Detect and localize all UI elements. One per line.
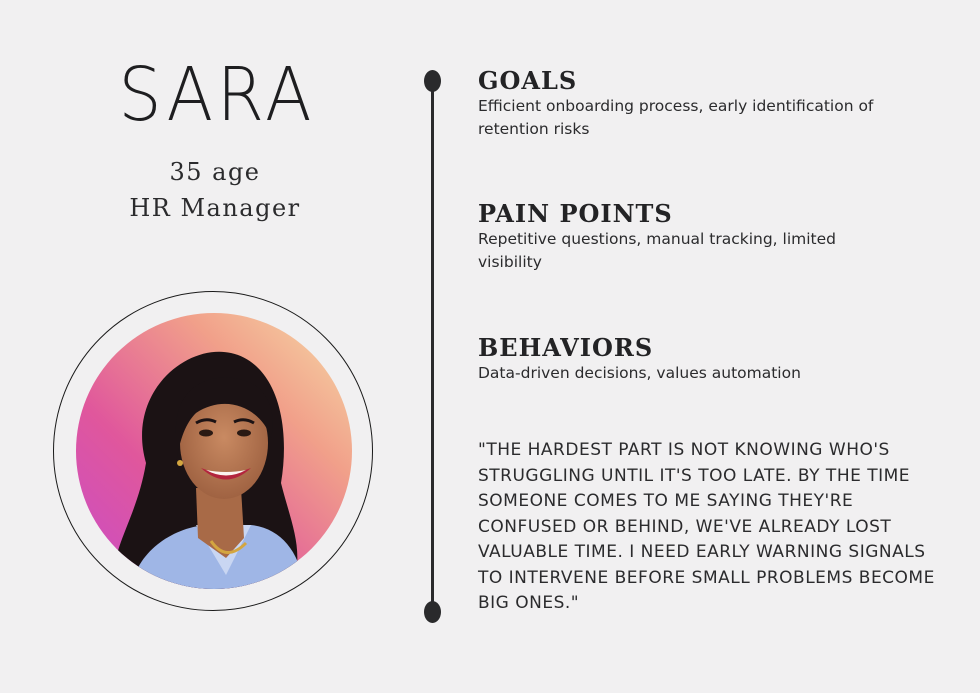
persona-quote: "THE HARDEST PART IS NOT KNOWING WHO'S STRUGGLING UNTIL IT'S TOO LATE. BY THE TIME SOMEONE COMES TO ME SAYING THEY'RE CONFUSED OR BEHIND, WE'VE ALREADY LOST VALUABLE TIME. I NEED EARLY WARNING SIGNALS TO INTERVENE BEFORE SMALL PROBLEMS BECOME BIG ONES." [478,440,935,613]
pain-points-title: PAIN POINTS [478,199,673,228]
timeline-line [431,80,434,612]
goals-text: Efficient onboarding process, early identification of retention risks [478,97,874,138]
goals-title: GOALS [478,66,578,95]
timeline-dot-top [424,70,441,92]
behaviors-text: Data-driven decisions, values automation [478,364,801,382]
timeline-dot-bottom [424,601,441,623]
behaviors-title: BEHAVIORS [478,333,654,362]
pain-points-text: Repetitive questions, manual tracking, limited visibility [478,230,836,271]
persona-age: 35 age [169,158,261,186]
persona-name: SARA [118,52,316,138]
persona-photo [76,313,352,589]
persona-role: HR Manager [129,194,301,222]
